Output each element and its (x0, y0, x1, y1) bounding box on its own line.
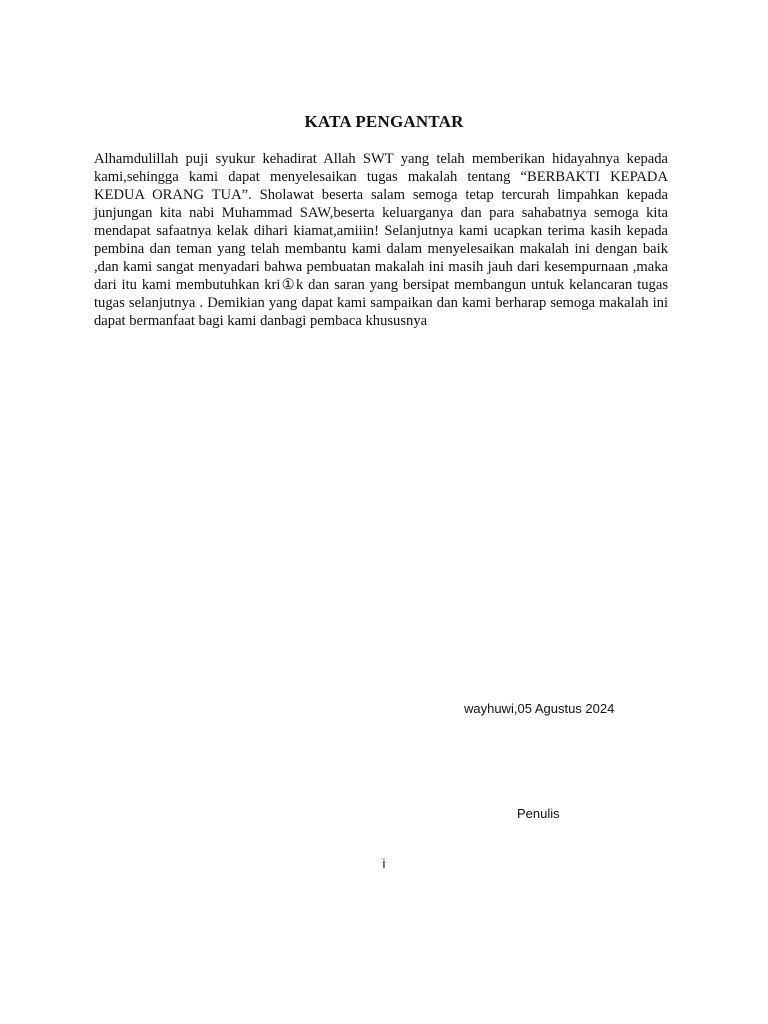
place-date: wayhuwi,05 Agustus 2024 (464, 701, 615, 716)
body-paragraph: Alhamdulillah puji syukur kehadirat Allah SWT yang telah memberikan hidayahnya kepada kami,sehingga kami dapat menyelesaikan tugas makalah tentang “BERBAKTI KEPADA KEDUA ORANG TUA”. Sholawat beserta salam semoga tetap tercurah limpahkan kepada junjungan kita nabi Muhammad SAW,beserta keluarganya dan para sahabatnya semoga kita mendapat safaatnya kelak dihari kiamat,amiiin! Selanjutnya kami ucapkan terima kasih kepada pembina dan teman yang telah membantu kami dalam menyelesaikan makalah ini dengan baik ,dan kami sangat menyadari bahwa pembuatan makalah ini masih jauh dari kesempurnaan ,maka dari itu kami membutuhkan kri①k dan saran yang bersipat membangun untuk kelancaran tugas tugas selanjutnya . Demikian yang dapat kami sampaikan dan kami berharap semoga makalah ini dapat bermanfaat bagi kami danbagi pembaca khususnya (94, 151, 668, 329)
page-number: i (382, 856, 386, 871)
author-signature-label: Penulis (517, 806, 560, 821)
page-title: KATA PENGANTAR (304, 112, 464, 131)
